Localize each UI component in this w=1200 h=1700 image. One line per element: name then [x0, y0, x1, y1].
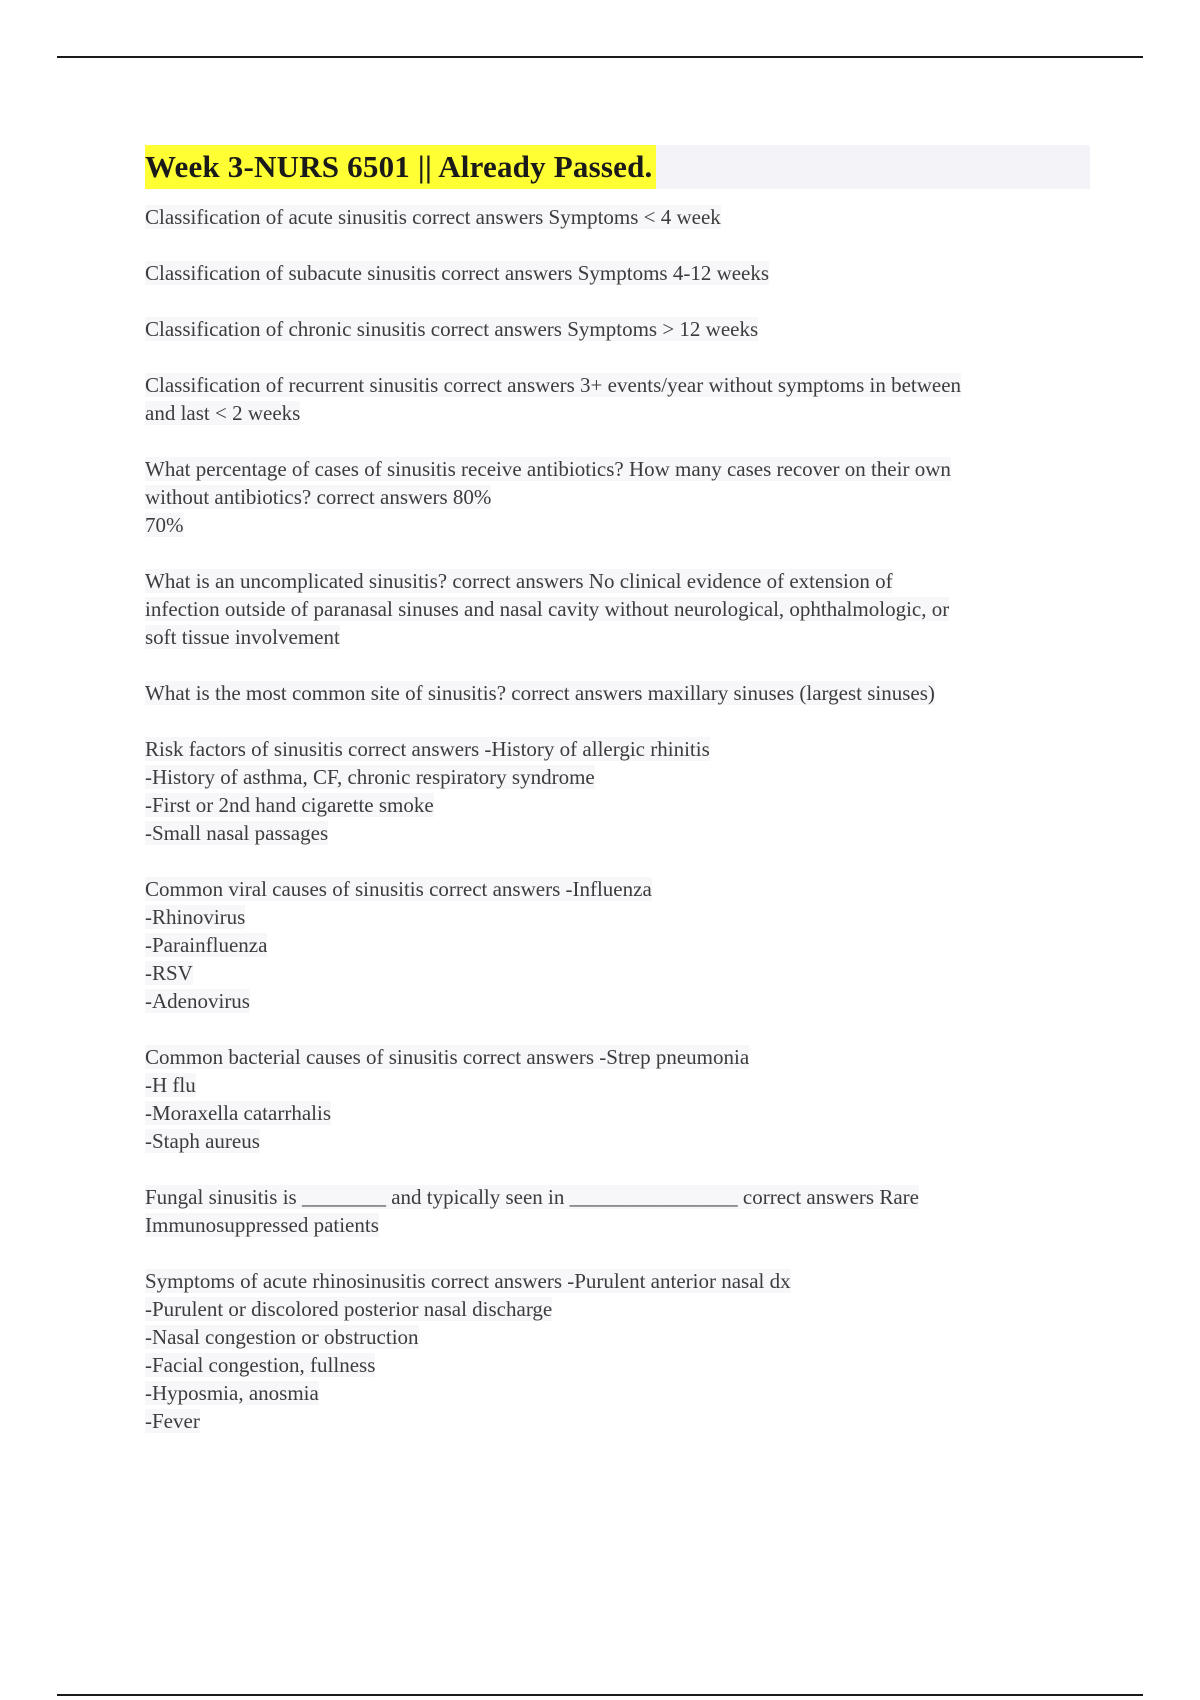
top-rule — [57, 56, 1143, 58]
qa-line: soft tissue involvement — [145, 625, 340, 649]
qa-line: -Adenovirus — [145, 989, 250, 1013]
page-title: Week 3-NURS 6501 || Already Passed. — [145, 145, 656, 189]
qa-line: without antibiotics? correct answers 80% — [145, 485, 492, 509]
qa-line: -Moraxella catarrhalis — [145, 1101, 331, 1125]
qa-entry — [145, 455, 1090, 539]
qa-line: Symptoms of acute rhinosinusitis correct answers -Purulent anterior nasal dx — [145, 1269, 791, 1293]
qa-line: Classification of chronic sinusitis correct answers Symptoms > 12 weeks — [145, 317, 759, 341]
qa-line: -Facial congestion, fullness — [145, 1353, 376, 1377]
title-bar — [145, 145, 1090, 189]
qa-line: -H flu — [145, 1073, 196, 1097]
qa-line: What is an uncomplicated sinusitis? correct answers No clinical evidence of extension of — [145, 569, 893, 593]
qa-entry — [145, 315, 1090, 343]
qa-entry — [145, 1043, 1090, 1155]
qa-line: -Nasal congestion or obstruction — [145, 1325, 419, 1349]
qa-line: Classification of recurrent sinusitis correct answers 3+ events/year without symptoms in between — [145, 373, 962, 397]
qa-entry — [145, 567, 1090, 651]
bottom-rule — [57, 1694, 1143, 1696]
qa-line: -Purulent or discolored posterior nasal discharge — [145, 1297, 553, 1321]
qa-entry — [145, 1183, 1090, 1239]
qa-line: and last < 2 weeks — [145, 401, 301, 425]
qa-line: -RSV — [145, 961, 193, 985]
qa-line: -History of asthma, CF, chronic respiratory syndrome — [145, 765, 595, 789]
qa-line: Common viral causes of sinusitis correct answers -Influenza — [145, 877, 652, 901]
qa-line: -Rhinovirus — [145, 905, 246, 929]
qa-entry — [145, 735, 1090, 847]
qa-entry — [145, 371, 1090, 427]
qa-line: -Small nasal passages — [145, 821, 329, 845]
qa-entry — [145, 679, 1090, 707]
qa-line: -First or 2nd hand cigarette smoke — [145, 793, 434, 817]
qa-line: Classification of acute sinusitis correct answers Symptoms < 4 week — [145, 205, 721, 229]
qa-line: Common bacterial causes of sinusitis correct answers -Strep pneumonia — [145, 1045, 750, 1069]
qa-line: -Fever — [145, 1409, 200, 1433]
qa-line: What percentage of cases of sinusitis receive antibiotics? How many cases recover on their own — [145, 457, 951, 481]
qa-line: Fungal sinusitis is ________ and typically seen in ________________ correct answers Rare — [145, 1185, 919, 1209]
document-body — [145, 145, 1090, 1463]
qa-entry — [145, 259, 1090, 287]
qa-line: Classification of subacute sinusitis correct answers Symptoms 4-12 weeks — [145, 261, 770, 285]
qa-line: Immunosuppressed patients — [145, 1213, 379, 1237]
qa-line: Risk factors of sinusitis correct answers -History of allergic rhinitis — [145, 737, 710, 761]
qa-line: -Hyposmia, anosmia — [145, 1381, 319, 1405]
qa-entry — [145, 1267, 1090, 1435]
qa-line: -Parainfluenza — [145, 933, 268, 957]
qa-entry — [145, 203, 1090, 231]
qa-list — [145, 203, 1090, 1435]
qa-line: 70% — [145, 513, 184, 537]
qa-line: infection outside of paranasal sinuses and nasal cavity without neurological, ophthalmologic, or — [145, 597, 950, 621]
qa-line: -Staph aureus — [145, 1129, 260, 1153]
qa-entry — [145, 875, 1090, 1015]
qa-line: What is the most common site of sinusitis? correct answers maxillary sinuses (largest sinuses) — [145, 681, 935, 705]
